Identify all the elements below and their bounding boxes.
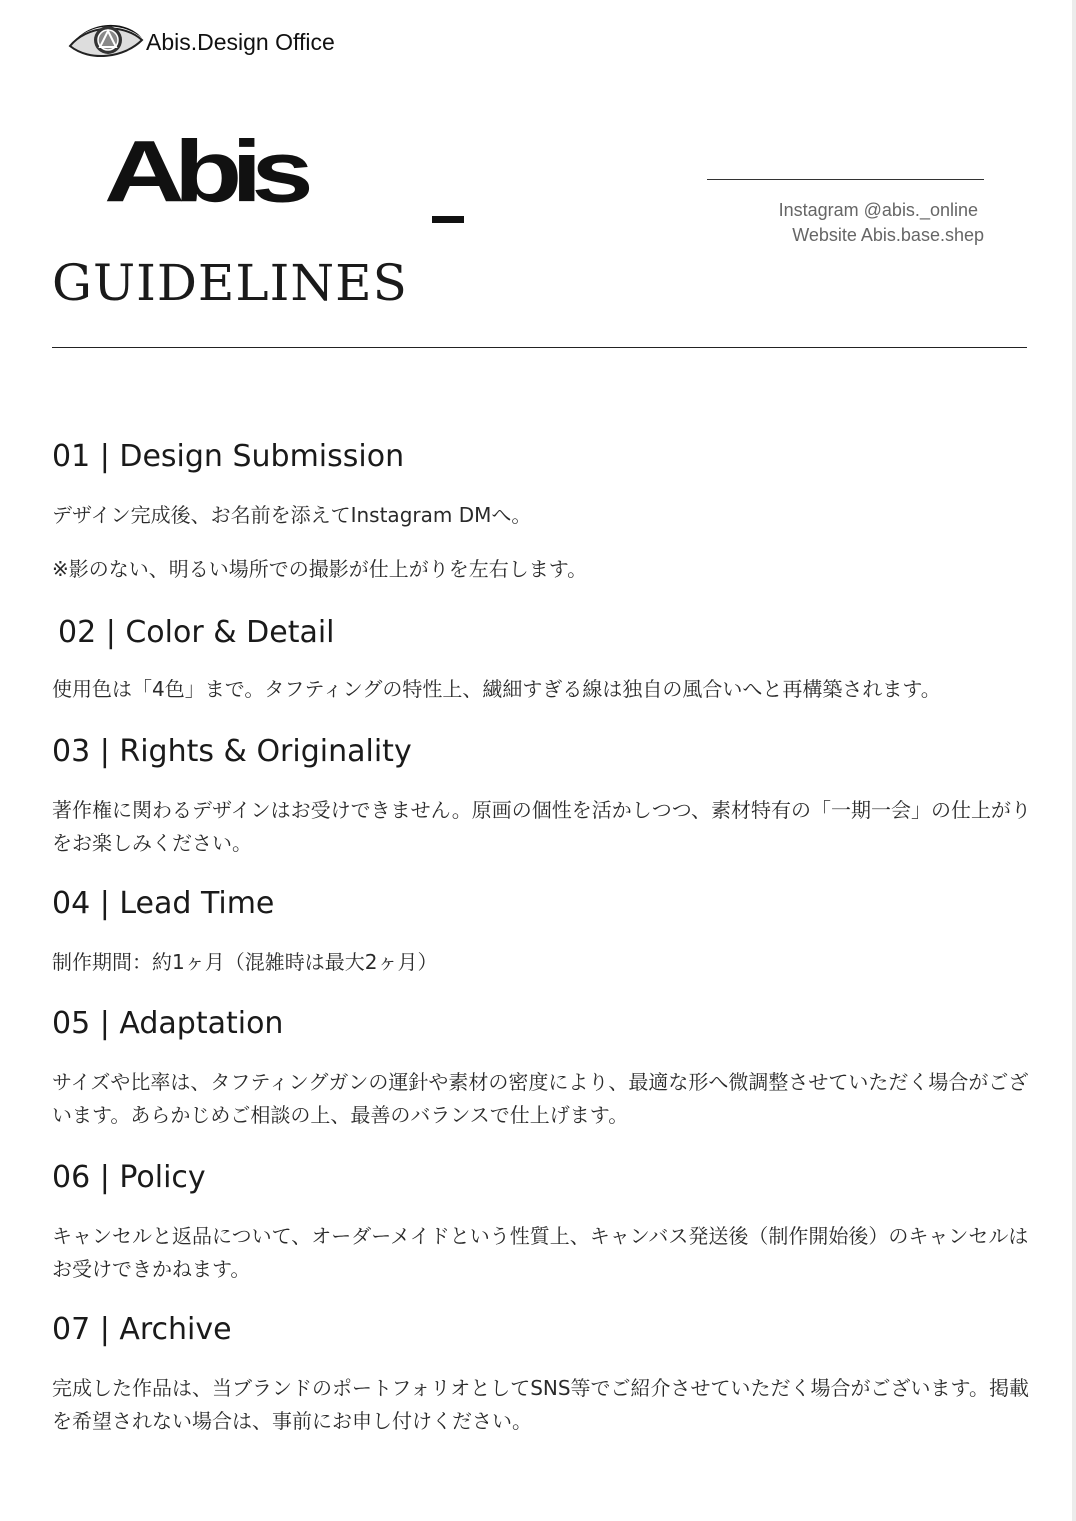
instagram-handle: Instagram @abis._online <box>778 200 978 220</box>
section-adaptation <box>52 1005 1032 1132</box>
section-heading: 07 | Archive <box>52 1312 232 1347</box>
section-color-detail <box>52 614 1032 706</box>
contact-divider <box>707 179 984 180</box>
section-lead-time <box>52 885 1032 979</box>
logo-dot <box>432 216 464 223</box>
section-body: 完成した作品は、当ブランドのポートフォリオとしてSNS等でご紹介させていただく場合がございます。掲載を希望されない場合は、事前にお申し付けください。 <box>52 1376 1029 1433</box>
section-design-submission <box>52 438 1032 586</box>
abis-logo: Abis <box>104 122 303 221</box>
page-edge <box>1072 0 1076 1521</box>
section-note: ※影のない、明るい場所での撮影が仕上がりを左右します。 <box>52 557 588 581</box>
section-heading: 06 | Policy <box>52 1160 206 1195</box>
section-body: サイズや比率は、タフティングガンの運針や素材の密度により、最適な形へ微調整させていただく場合がございます。あらかじめご相談の上、最善のバランスで仕上げます。 <box>52 1070 1029 1127</box>
section-body: 使用色は「4色」まで。タフティングの特性上、繊細すぎる線は独自の風合いへと再構築されます。 <box>52 677 941 701</box>
brand-header <box>68 20 335 64</box>
section-body: キャンセルと返品について、オーダーメイドという性質上、キャンバス発送後（制作開始後）のキャンセルはお受けできかねます。 <box>52 1224 1029 1281</box>
website-address: Website Abis.base.shep <box>792 225 984 245</box>
title-divider <box>52 347 1027 348</box>
page-title: GUIDELINES <box>52 254 408 312</box>
section-body: デザイン完成後、お名前を添えてInstagram DMへ。 <box>52 503 532 527</box>
section-archive <box>52 1311 1032 1438</box>
section-rights-originality <box>52 733 1032 860</box>
section-body: 著作権に関わるデザインはお受けできません。原画の個性を活かしつつ、素材特有の「一期一会」の仕上がりをお楽しみください。 <box>52 798 1031 855</box>
section-body: 制作期間：約1ヶ月（混雑時は最大2ヶ月） <box>52 950 438 974</box>
section-policy <box>52 1159 1032 1286</box>
contact-info <box>779 198 984 248</box>
eye-logo-icon <box>68 20 144 64</box>
section-heading: 04 | Lead Time <box>52 886 275 921</box>
section-heading: 02 | Color & Detail <box>58 615 335 650</box>
section-heading: 03 | Rights & Originality <box>52 734 412 769</box>
section-heading: 05 | Adaptation <box>52 1006 284 1041</box>
section-heading: 01 | Design Submission <box>52 439 405 474</box>
brand-name: Abis.Design Office <box>146 28 335 55</box>
